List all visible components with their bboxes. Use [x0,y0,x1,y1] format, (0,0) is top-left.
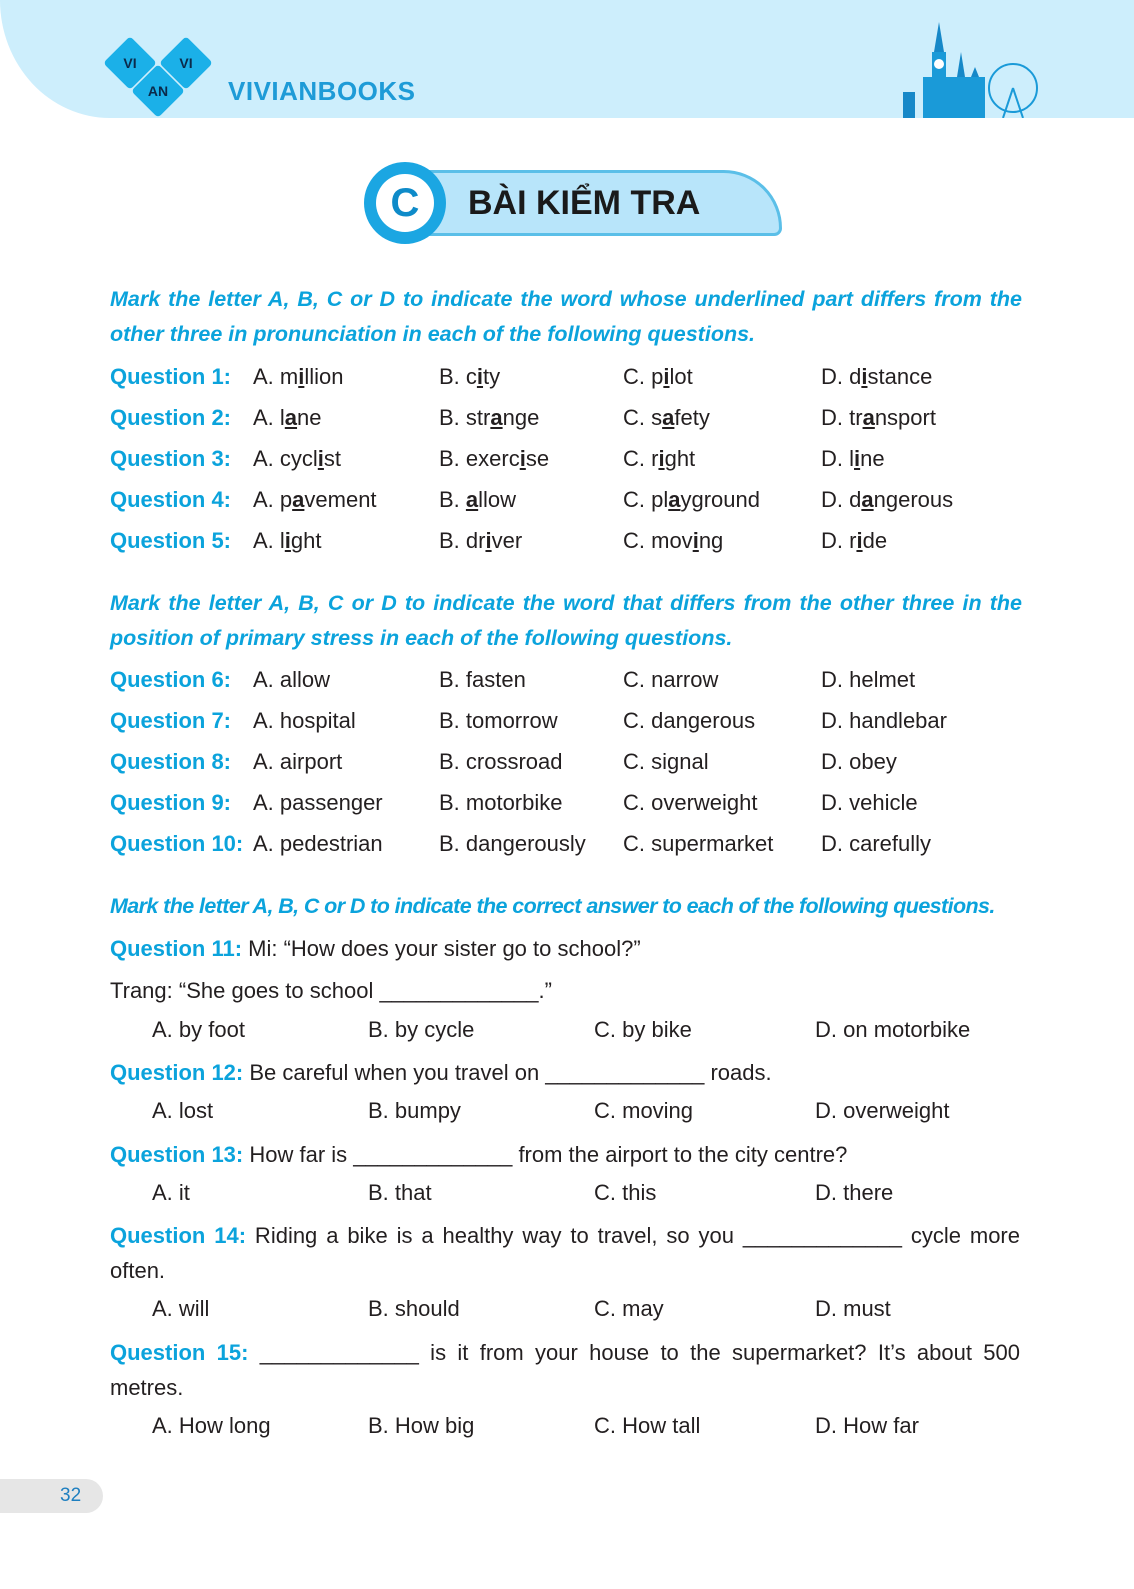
option-text: A. m [253,364,299,389]
part2-instruction: Mark the letter A, B, C or D to indicate the word that differs from the other three in the position of primary stress in each of the following questions. [110,591,1022,650]
page-header [0,0,1134,118]
answer-option: D. carefully [821,831,932,856]
option-text: llow [478,487,517,512]
option-text: ty [483,364,501,389]
underlined-letter: i [663,364,670,389]
answer-option: C. by bike [594,1017,692,1042]
option-text: B. exerc [439,446,520,471]
option-text: B. c [439,364,477,389]
answer-option: A. allow [253,667,331,692]
question-stem [110,1335,1020,1405]
answer-option [439,446,549,472]
option-text: lot [669,364,693,389]
question-label: Question 13: [110,1142,244,1167]
option-text: A. l [253,405,285,430]
option-text: stance [867,364,933,389]
london-skyline-icon [903,22,1038,118]
part3-instruction: Mark the letter A, B, C or D to indicate the correct answer to each of the following questions. [110,894,995,918]
question-stem [110,1218,1020,1288]
answer-option: B. motorbike [439,790,563,815]
answer-option: A. How long [152,1413,271,1438]
answer-option [821,446,885,472]
option-text: ngerous [873,487,954,512]
option-text: vement [304,487,377,512]
option-text: C. s [623,405,663,430]
answer-option [439,364,500,390]
answer-option [439,405,539,431]
answer-option: C. supermarket [623,831,774,856]
question-label: Question 7: [110,708,232,733]
answer-option [623,405,710,431]
option-text: C. mov [623,528,693,553]
option-text: B. str [439,405,491,430]
question-stem [110,931,1020,966]
underlined-letter: a [465,487,479,512]
answer-option [253,446,341,472]
answer-option [821,364,932,390]
part1-instruction: Mark the letter A, B, C or D to indicate the word whose underlined part differs from the other three in pronunciation in each of the following questions. [110,287,1022,346]
answer-option [253,405,322,431]
section-title-text: BÀI KIỂM TRA [468,184,701,222]
answer-option: B. bumpy [368,1098,461,1123]
answer-option [821,405,936,431]
question-label: Question 9: [110,790,232,815]
answer-option: C. narrow [623,667,719,692]
question-label: Question 11: [110,936,243,961]
answer-option: A. lost [152,1098,214,1123]
answer-option [821,487,953,513]
option-text: D. d [821,487,862,512]
answer-option: D. on motorbike [815,1017,971,1042]
option-text: de [862,528,888,553]
option-text: B. dr [439,528,486,553]
option-text: A. cycl [253,446,318,471]
answer-option: D. there [815,1180,894,1205]
answer-option: A. airport [253,749,343,774]
answer-option [623,528,723,554]
option-text: nge [502,405,540,430]
underlined-letter: a [861,487,874,512]
underlined-letter: i [298,364,305,389]
answer-option [253,487,377,513]
question-text: _____________ is it from your house to the supermarket? It’s about 500 metres. [110,1340,1020,1400]
answer-option [253,364,344,390]
answer-option [623,446,695,472]
section-letter: C [376,174,434,232]
answer-option: C. dangerous [623,708,756,733]
answer-option: B. should [368,1296,460,1321]
answer-option: B. that [368,1180,432,1205]
underlined-letter: i [284,528,291,553]
answer-option: A. will [152,1296,210,1321]
answer-option [439,528,522,554]
underlined-letter: i [854,446,861,471]
question-stem-line2: Trang: “She goes to school _____________.” [110,978,552,1003]
answer-option: D. overweight [815,1098,950,1123]
answer-option [439,487,516,513]
underlined-letter: i [658,446,665,471]
question-text: Be careful when you travel on _____________ roads. [243,1060,772,1085]
vivianbooks-logo [105,38,215,116]
underlined-letter: a [284,405,298,430]
option-text: nsport [874,405,936,430]
answer-option: B. tomorrow [439,708,558,733]
section-title [364,162,784,246]
option-text: ng [698,528,724,553]
underlined-letter: i [519,446,526,471]
answer-option: C. may [594,1296,664,1321]
logo-letter: VI [123,55,137,71]
question-label: Question 6: [110,667,232,692]
answer-option [623,487,760,513]
question-label: Question 5: [110,528,232,553]
answer-option: A. pedestrian [253,831,383,856]
question-label: Question 4: [110,487,232,512]
option-text: C. pl [623,487,669,512]
answer-option: C. overweight [623,790,758,815]
option-text: C. p [623,364,664,389]
answer-option [821,528,887,554]
answer-option: C. signal [623,749,709,774]
option-text: A. p [253,487,293,512]
option-text: ght [290,528,322,553]
underlined-letter: a [668,487,681,512]
answer-option [623,364,693,390]
answer-option: D. must [815,1296,891,1321]
option-text: st [323,446,342,471]
answer-option: D. obey [821,749,897,774]
answer-option: A. it [152,1180,190,1205]
answer-option: D. How far [815,1413,919,1438]
logo-letter: AN [147,83,169,99]
question-text: Riding a bike is a healthy way to travel, so you _____________ cycle more often. [110,1223,1020,1283]
underlined-letter: a [862,405,875,430]
underlined-letter: i [317,446,324,471]
answer-option: D. handlebar [821,708,947,733]
question-label: Question 3: [110,446,232,471]
option-text: ver [491,528,523,553]
option-text: D. r [821,528,857,553]
question-label: Question 2: [110,405,232,430]
option-text: ne [860,446,885,471]
question-label: Question 14: [110,1223,247,1248]
answer-option: A. hospital [253,708,356,733]
option-text: ne [297,405,322,430]
option-text: D. d [821,364,862,389]
answer-option: C. this [594,1180,657,1205]
option-text: se [525,446,550,471]
answer-option: A. passenger [253,790,383,815]
option-text: C. r [623,446,659,471]
question-label: Question 15: [110,1340,249,1365]
option-text: D. l [821,446,854,471]
answer-option: A. by foot [152,1017,245,1042]
answer-option: C. How tall [594,1413,701,1438]
question-text: Mi: “How does your sister go to school?” [242,936,641,961]
option-text: ght [664,446,696,471]
underlined-letter: a [490,405,503,430]
option-text: D. tr [821,405,863,430]
answer-option: B. dangerously [439,831,586,856]
section-letter-badge [364,162,446,244]
question-label: Question 8: [110,749,232,774]
option-text: A. l [253,528,285,553]
answer-option: B. by cycle [368,1017,475,1042]
underlined-letter: i [485,528,492,553]
option-text: llion [304,364,344,389]
page-number: 32 [0,1479,103,1513]
underlined-letter: i [861,364,868,389]
logo-letter: VI [179,55,193,71]
option-text: yground [680,487,761,512]
option-text: fety [674,405,710,430]
answer-option: B. crossroad [439,749,563,774]
underlined-letter: a [662,405,675,430]
option-text: B. [439,487,466,512]
question-label: Question 1: [110,364,232,389]
answer-option: B. How big [368,1413,475,1438]
underlined-letter: i [856,528,863,553]
question-stem [110,1137,1020,1172]
answer-option: D. vehicle [821,790,918,815]
brand-name: VIVIANBOOKS [228,76,416,106]
question-label: Question 10: [110,831,244,856]
underlined-letter: i [476,364,484,389]
question-stem [110,1055,1020,1090]
underlined-letter: a [292,487,305,512]
underlined-letter: i [692,528,699,553]
answer-option: B. fasten [439,667,526,692]
answer-option [253,528,322,554]
question-label: Question 12: [110,1060,244,1085]
answer-option: D. helmet [821,667,916,692]
answer-option: C. moving [594,1098,694,1123]
question-text: How far is _____________ from the airport to the city centre? [243,1142,848,1167]
